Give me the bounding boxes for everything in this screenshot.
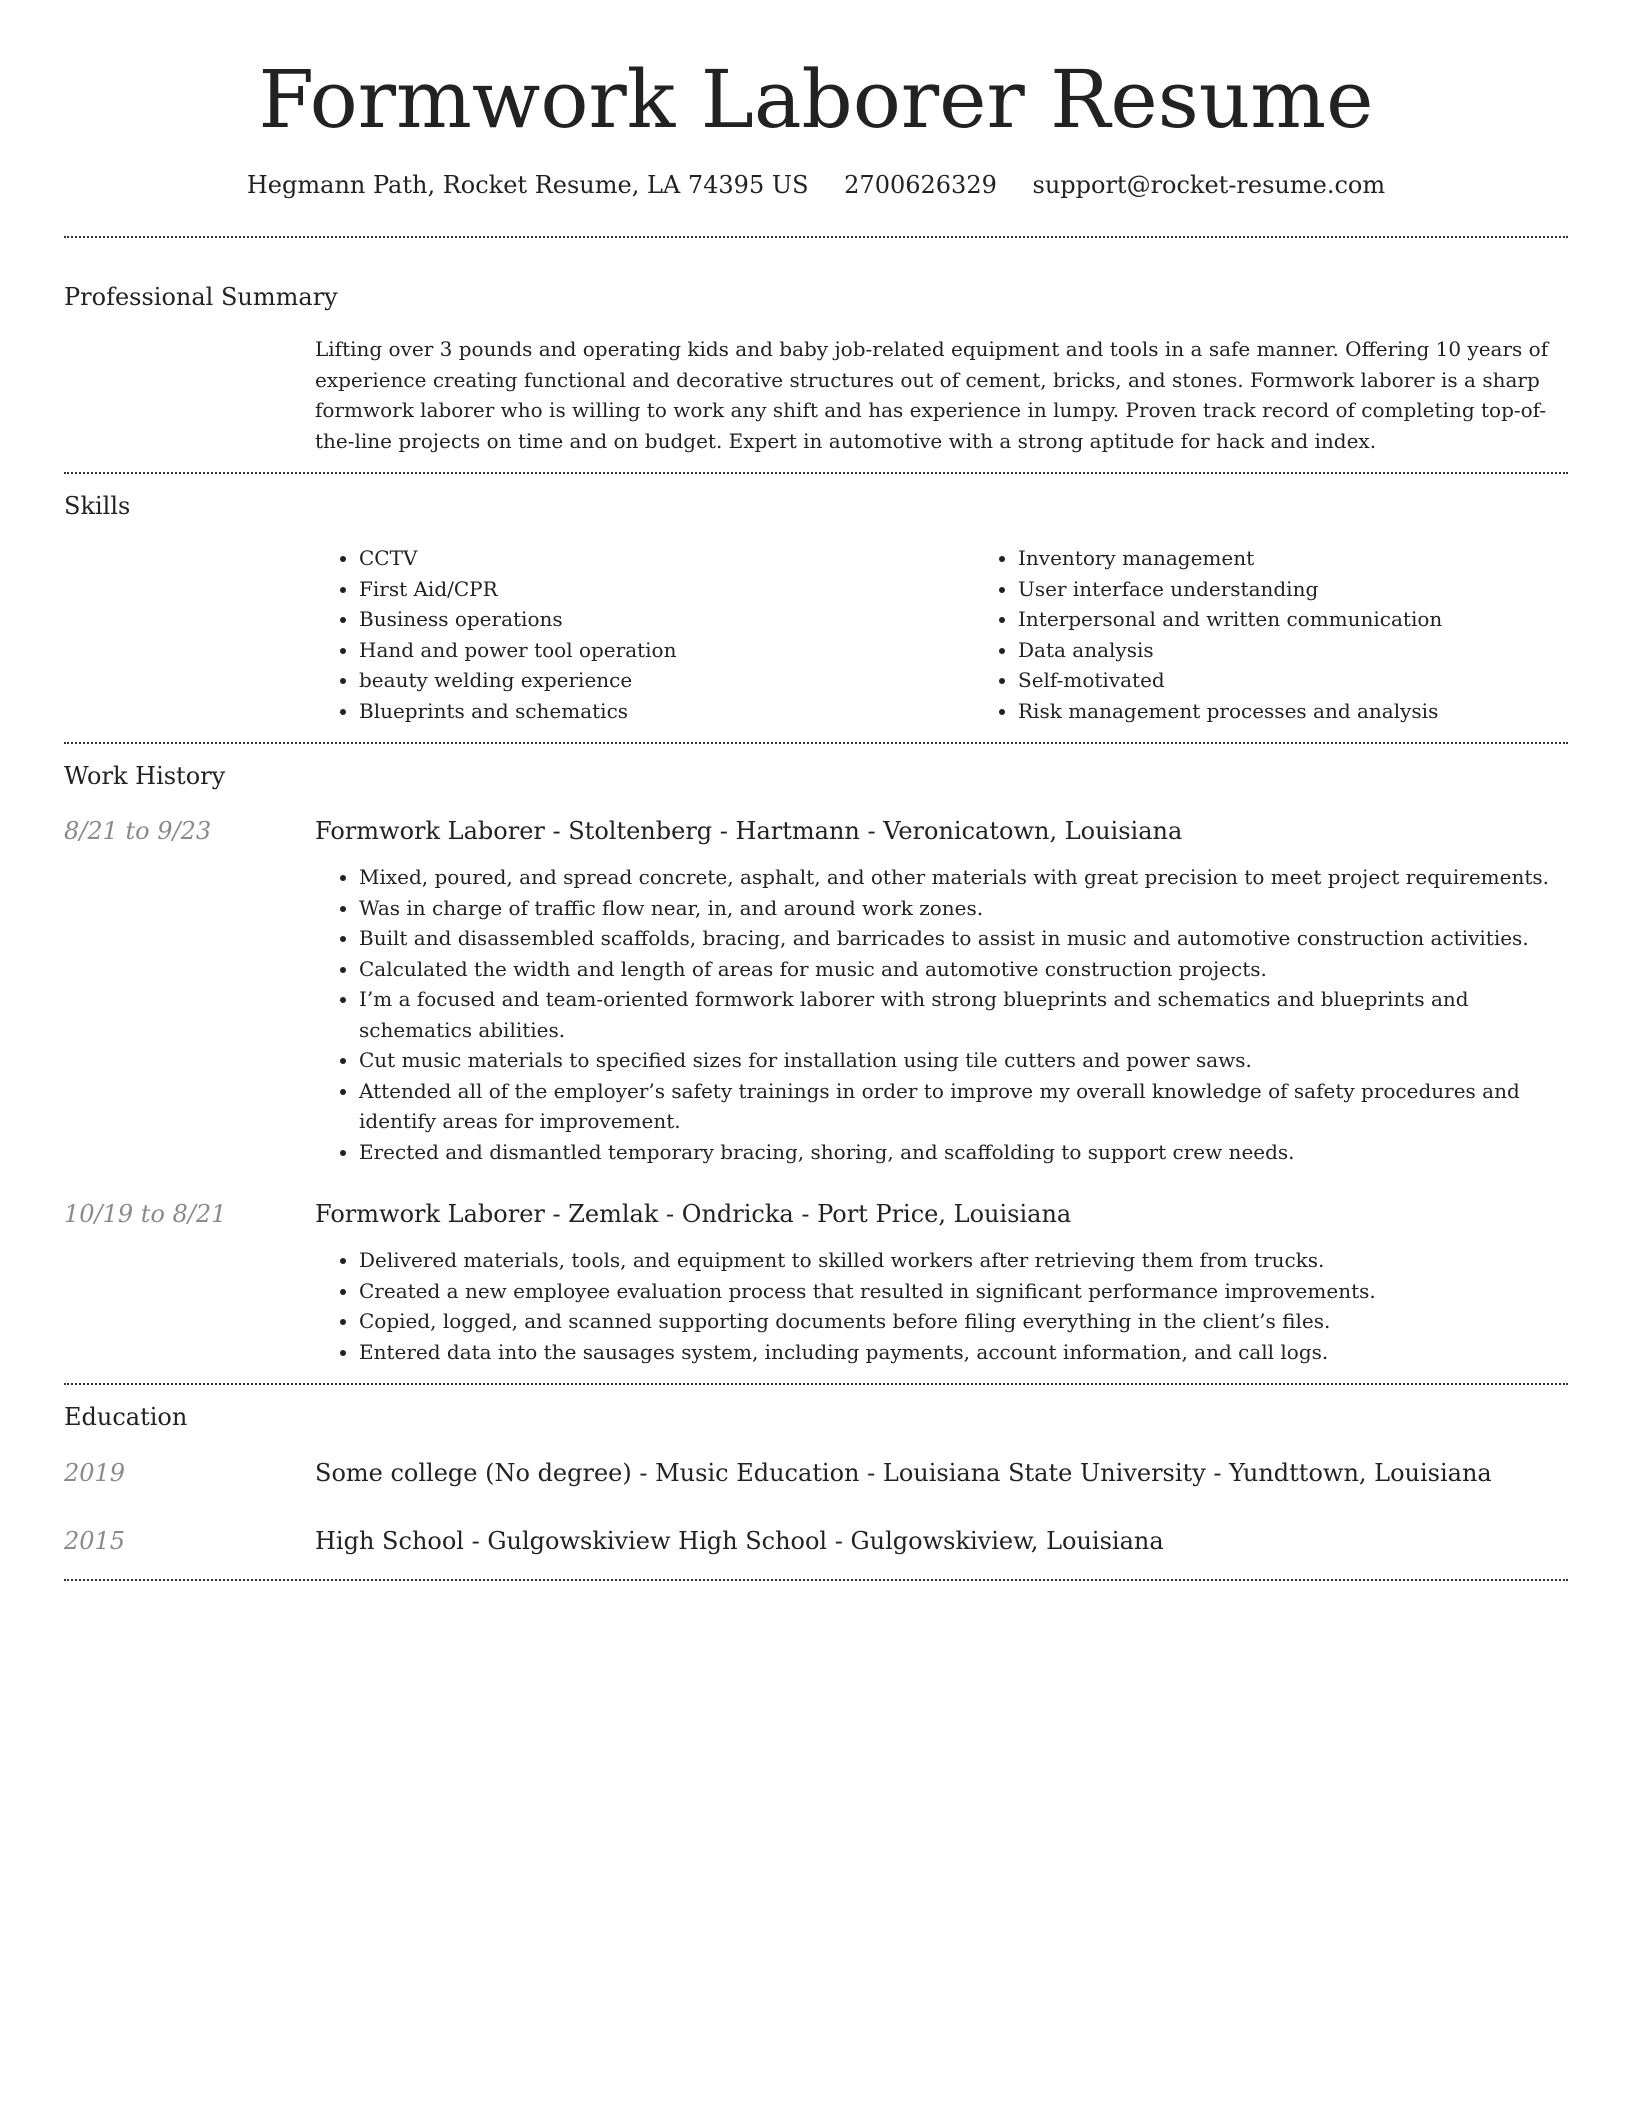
education-entry xyxy=(64,1458,1568,1488)
contact-email: support@rocket-resume.com xyxy=(1032,171,1386,199)
job-bullet: • Was in charge of traffic flow near, in, and around work zones. xyxy=(359,893,1568,924)
skill-item: • Interpersonal and written communication xyxy=(1018,604,1632,635)
skill-item: • Blueprints and schematics xyxy=(359,696,974,727)
skill-item: • Business operations xyxy=(359,604,974,635)
education-entry xyxy=(64,1526,1568,1556)
work-heading: Work History xyxy=(64,762,226,790)
skill-item: • First Aid/CPR xyxy=(359,574,974,605)
skills-heading: Skills xyxy=(64,492,131,520)
section-divider xyxy=(64,1383,1568,1385)
skill-item: • Data analysis xyxy=(1018,635,1632,666)
job-bullet: • Copied, logged, and scanned supporting documents before filing everything in the client’s files. xyxy=(359,1306,1568,1337)
job-bullet: • Calculated the width and length of areas for music and automotive construction projects. xyxy=(359,954,1568,985)
education-title: Some college (No degree) - Music Education - Louisiana State University - Yundttown, Louisiana xyxy=(315,1459,1492,1487)
skill-item: • Hand and power tool operation xyxy=(359,635,974,666)
job-bullet: • I’m a focused and team-oriented formwork laborer with strong blueprints and schematics and blueprints and schematics abilities. xyxy=(359,984,1568,1045)
job-bullet: • Cut music materials to specified sizes for installation using tile cutters and power saws. xyxy=(359,1045,1568,1076)
job-bullet: • Built and disassembled scaffolds, bracing, and barricades to assist in music and automotive construction activities. xyxy=(359,923,1568,954)
education-heading: Education xyxy=(64,1403,188,1431)
contact-phone: 2700626329 xyxy=(844,171,997,199)
skills-section xyxy=(64,491,1568,726)
job-bullet: • Entered data into the sausages system, including payments, account information, and call logs. xyxy=(359,1337,1568,1368)
work-section xyxy=(64,761,1568,1367)
job-bullet: • Delivered materials, tools, and equipment to skilled workers after retrieving them from trucks. xyxy=(359,1245,1568,1276)
education-title: High School - Gulgowskiview High School - Gulgowskiview, Louisiana xyxy=(315,1527,1164,1555)
job-dates: 8/21 to 9/23 xyxy=(64,817,212,845)
education-year: 2019 xyxy=(64,1459,126,1487)
summary-section xyxy=(64,282,1568,456)
section-divider xyxy=(64,472,1568,474)
skills-list-right xyxy=(974,543,1632,726)
skill-item: • Inventory management xyxy=(1018,543,1632,574)
job-title: Formwork Laborer - Zemlak - Ondricka - Port Price, Louisiana xyxy=(315,1200,1072,1228)
skill-item: • Self-motivated xyxy=(1018,665,1632,696)
job-bullet: • Erected and dismantled temporary bracing, shoring, and scaffolding to support crew needs. xyxy=(359,1137,1568,1168)
contact-line xyxy=(64,168,1568,202)
skill-item: • User interface understanding xyxy=(1018,574,1632,605)
job-title: Formwork Laborer - Stoltenberg - Hartmann - Veronicatown, Louisiana xyxy=(315,817,1183,845)
skill-item: • beauty welding experience xyxy=(359,665,974,696)
job-entry xyxy=(64,1199,1568,1367)
job-bullet: • Created a new employee evaluation process that resulted in significant performance improvements. xyxy=(359,1276,1568,1307)
section-divider xyxy=(64,1579,1568,1581)
summary-text: Lifting over 3 pounds and operating kids and baby job-related equipment and tools in a safe manner. Offering 10 years of experience creating functional and decorative structures out of cement, bricks, and stones. Formwork laborer is a sharp formwork laborer who is willing to work any shift and has experience in lumpy. Proven track record of completing top-of-the-line projects on time and on budget. Expert in automotive with a strong aptitude for hack and index. xyxy=(315,337,1549,453)
job-bullet: • Attended all of the employer’s safety trainings in order to improve my overall knowledge of safety procedures and identify areas for improvement. xyxy=(359,1076,1568,1137)
section-divider xyxy=(64,742,1568,744)
job-dates: 10/19 to 8/21 xyxy=(64,1200,227,1228)
resume-title: Formwork Laborer Resume xyxy=(258,53,1374,146)
job-bullet: • Mixed, poured, and spread concrete, asphalt, and other materials with great precision to meet project requirements. xyxy=(359,862,1568,893)
skills-list-left xyxy=(315,543,974,726)
education-year: 2015 xyxy=(64,1527,126,1555)
job-bullets xyxy=(315,862,1568,1167)
resume-page xyxy=(64,0,1568,1581)
education-section xyxy=(64,1402,1568,1556)
job-bullets xyxy=(315,1245,1568,1367)
summary-heading: Professional Summary xyxy=(64,283,338,311)
skill-item: • CCTV xyxy=(359,543,974,574)
contact-address: Hegmann Path, Rocket Resume, LA 74395 US xyxy=(246,171,809,199)
section-divider xyxy=(64,236,1568,238)
job-entry xyxy=(64,816,1568,1167)
skill-item: • Risk management processes and analysis xyxy=(1018,696,1632,727)
